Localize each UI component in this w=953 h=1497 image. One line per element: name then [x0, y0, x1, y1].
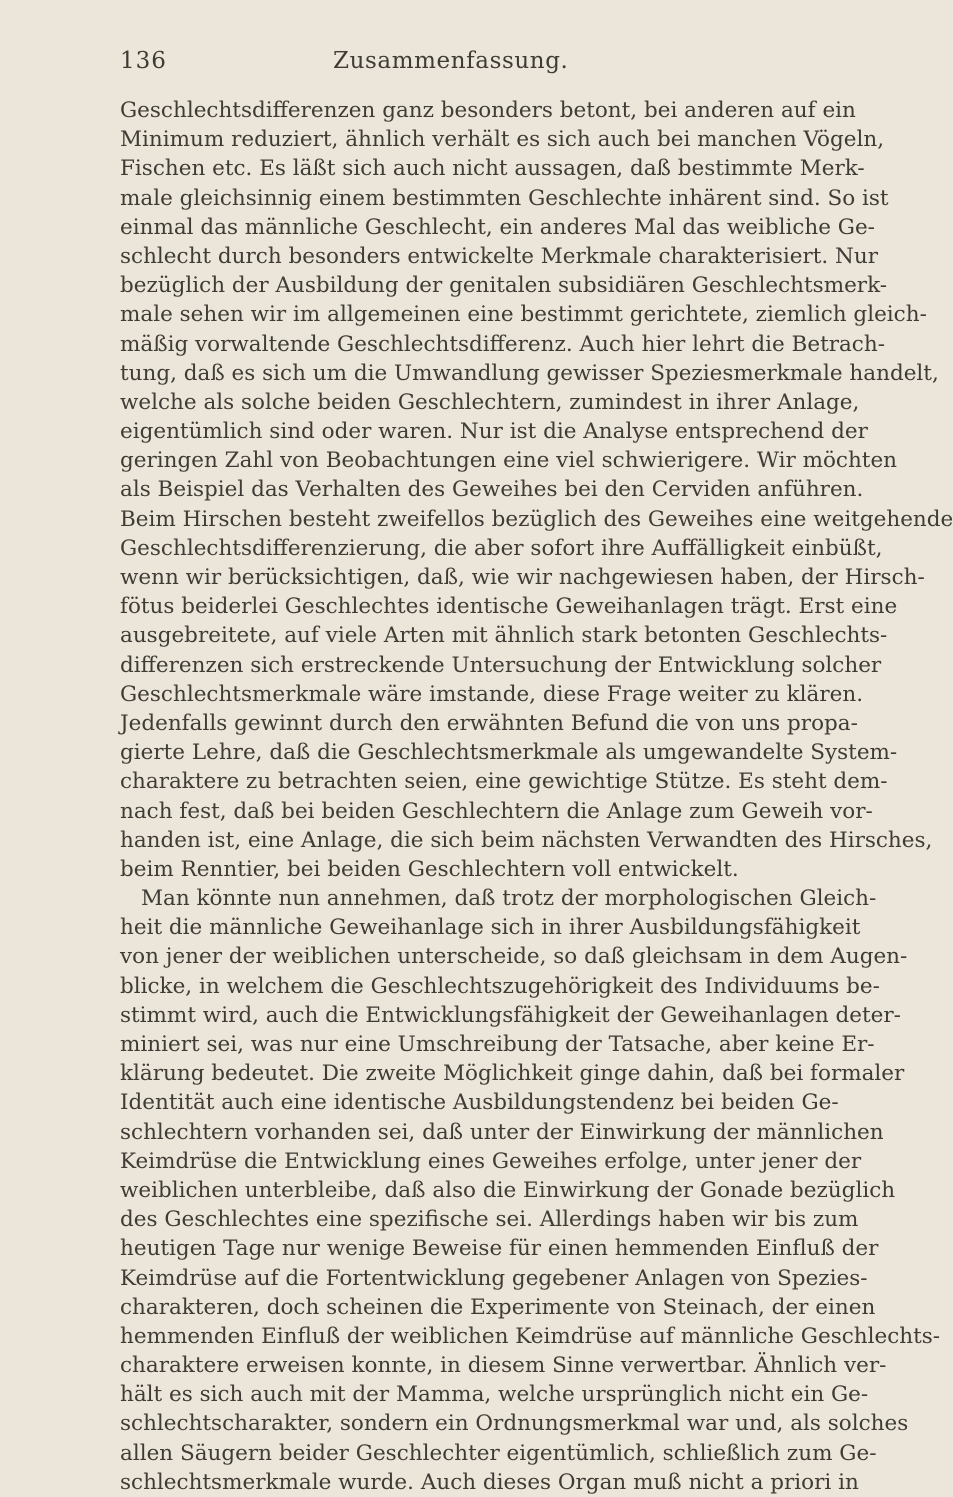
- running-title: Zusammenfassung.: [333, 48, 569, 74]
- text-line: miniert sei, was nur eine Umschreibung der Tatsache, aber keine Er-: [120, 1032, 875, 1057]
- text-line: Geschlechtsmerkmale wäre imstande, diese Frage weiter zu klären.: [120, 681, 864, 707]
- text-line: Keimdrüse die Entwicklung eines Geweihes erfolge, unter jener der: [120, 1148, 862, 1174]
- text-line: geringen Zahl von Beobachtungen eine viel schwierigere. Wir möchten: [120, 448, 898, 474]
- text-line: Identität auch eine identische Ausbildungstendenz bei beiden Ge-: [120, 1090, 839, 1116]
- text-line: welche als solche beiden Geschlechtern, zumindest in ihrer Anlage,: [120, 389, 860, 415]
- page-header: [120, 48, 763, 82]
- text-line: heutigen Tage nur wenige Beweise für einen hemmenden Einfluß der: [120, 1236, 879, 1262]
- text-line: Man könnte nun annehmen, daß trotz der morphologischen Gleich-: [141, 886, 877, 912]
- text-line: schlechtern vorhanden sei, daß unter der Einwirkung der männlichen: [120, 1119, 884, 1145]
- text-line: hemmenden Einfluß der weiblichen Keimdrüse auf männliche Geschlechts-: [120, 1323, 941, 1349]
- text-line: eigentümlich sind oder waren. Nur ist die Analyse entsprechend der: [120, 419, 868, 445]
- text-line: gierte Lehre, daß die Geschlechtsmerkmale als umgewandelte System-: [120, 740, 898, 766]
- text-line: von jener der weiblichen unterscheide, so daß gleichsam in dem Augen-: [120, 944, 908, 970]
- text-line: Fischen etc. Es läßt sich auch nicht aussagen, daß bestimmte Merk-: [120, 156, 865, 182]
- text-line: male gleichsinnig einem bestimmten Geschlechte inhärent sind. So ist: [120, 185, 889, 211]
- text-line: handen ist, eine Anlage, die sich beim nächsten Verwandten des Hirsches,: [120, 827, 933, 853]
- body-text: [120, 96, 953, 1497]
- text-line: nach fest, daß bei beiden Geschlechtern die Anlage zum Geweih vor-: [120, 798, 873, 824]
- text-line: als Beispiel das Verhalten des Geweihes bei den Cerviden anführen.: [120, 477, 864, 503]
- text-line: Keimdrüse auf die Fortentwicklung gegebener Anlagen von Spezies-: [120, 1265, 868, 1291]
- text-line: male sehen wir im allgemeinen eine bestimmt gerichtete, ziemlich gleich-: [120, 302, 927, 328]
- text-line: Geschlechtsdifferenzierung, die aber sofort ihre Auffälligkeit einbüßt,: [120, 535, 883, 561]
- text-line: mäßig vorwaltende Geschlechtsdifferenz. Auch hier lehrt die Betrach-: [120, 331, 885, 357]
- text-line: differenzen sich erstreckende Untersuchung der Entwicklung solcher: [120, 652, 882, 678]
- text-line: Jedenfalls gewinnt durch den erwähnten Befund die von uns propa-: [120, 710, 858, 736]
- text-line: hält es sich auch mit der Mamma, welche ursprünglich nicht ein Ge-: [120, 1382, 869, 1408]
- page-number: 136: [120, 48, 167, 74]
- text-line: Minimum reduziert, ähnlich verhält es sich auch bei manchen Vögeln,: [120, 127, 885, 153]
- text-line: stimmt wird, auch die Entwicklungsfähigkeit der Geweihanlagen deter-: [120, 1002, 901, 1028]
- text-line: weiblichen unterbleibe, daß also die Einwirkung der Gonade bezüglich: [120, 1177, 896, 1203]
- text-line: fötus beiderlei Geschlechtes identische Geweihanlagen trägt. Erst eine: [120, 594, 898, 620]
- text-line: beim Renntier, bei beiden Geschlechtern voll entwickelt.: [120, 856, 739, 882]
- text-line: charaktere zu betrachten seien, eine gewichtige Stütze. Es steht dem-: [120, 769, 888, 795]
- text-line: bezüglich der Ausbildung der genitalen subsidiären Geschlechtsmerk-: [120, 273, 887, 299]
- text-line: allen Säugern beider Geschlechter eigentümlich, schließlich zum Ge-: [120, 1440, 877, 1466]
- text-line: blicke, in welchem die Geschlechtszugehörigkeit des Individuums be-: [120, 973, 880, 999]
- text-line: tung, daß es sich um die Umwandlung gewisser Speziesmerkmale handelt,: [120, 360, 939, 386]
- text-line: ausgebreitete, auf viele Arten mit ähnlich stark betonten Geschlechts-: [120, 623, 888, 649]
- text-line: heit die männliche Geweihanlage sich in ihrer Ausbildungsfähigkeit: [120, 915, 861, 941]
- text-line: schlechtsmerkmale wurde. Auch dieses Organ muß nicht a priori in: [120, 1469, 859, 1495]
- text-line: schlecht durch besonders entwickelte Merkmale charakterisiert. Nur: [120, 243, 878, 269]
- text-line: des Geschlechtes eine spezifische sei. Allerdings haben wir bis zum: [120, 1207, 859, 1233]
- text-line: Geschlechtsdifferenzen ganz besonders betont, bei anderen auf ein: [120, 98, 856, 123]
- text-line: charaktere erweisen konnte, in diesem Sinne verwertbar. Ähnlich ver-: [120, 1353, 887, 1379]
- text-line: charakteren, doch scheinen die Experimente von Steinach, der einen: [120, 1294, 876, 1320]
- text-line: wenn wir berücksichtigen, daß, wie wir nachgewiesen haben, der Hirsch-: [120, 565, 925, 590]
- text-line: einmal das männliche Geschlecht, ein anderes Mal das weibliche Ge-: [120, 214, 875, 240]
- text-line: Beim Hirschen besteht zweifellos bezüglich des Geweihes eine weitgehende: [120, 506, 953, 532]
- text-line: schlechtscharakter, sondern ein Ordnungsmerkmal war und, als solches: [120, 1411, 909, 1437]
- text-line: klärung bedeutet. Die zweite Möglichkeit ginge dahin, daß bei formaler: [120, 1061, 905, 1087]
